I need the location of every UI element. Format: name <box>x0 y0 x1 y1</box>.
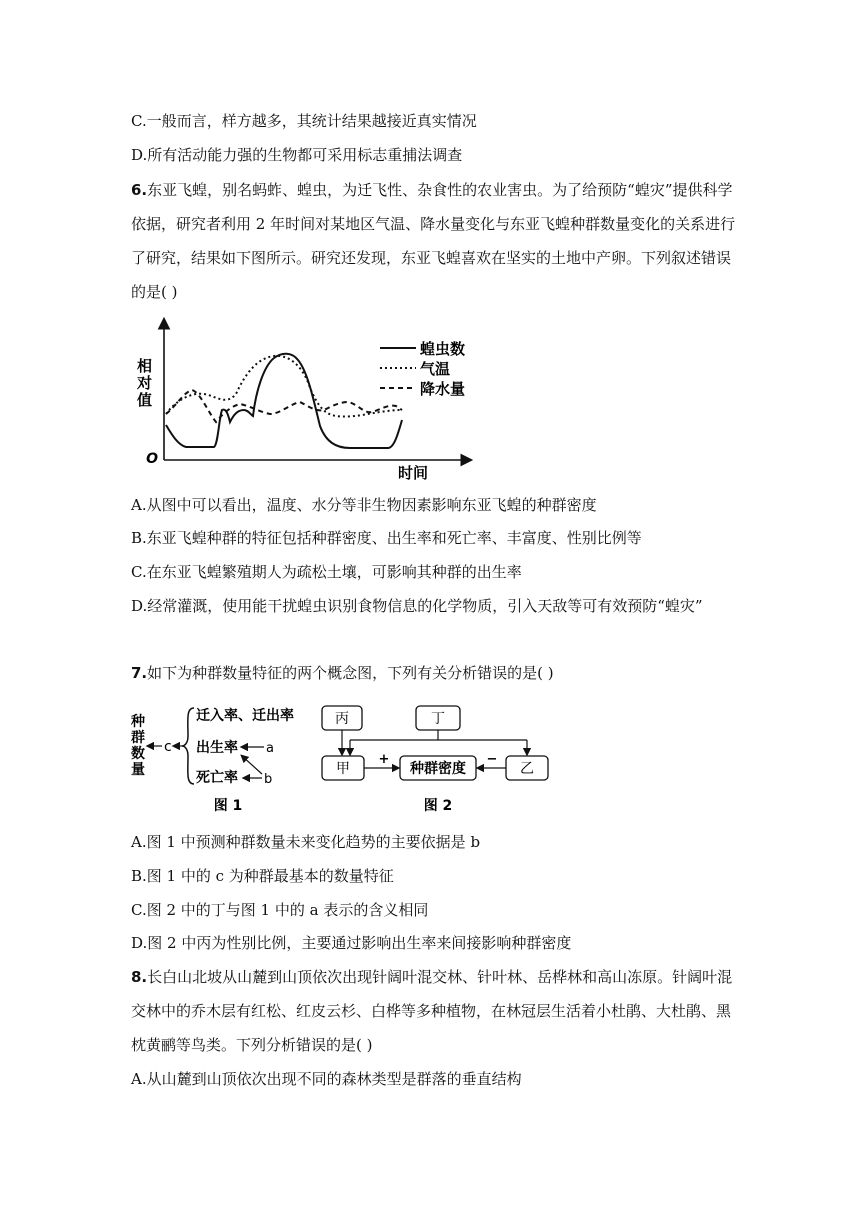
plus-sign: + <box>378 752 390 767</box>
box-ding-label: 丁 <box>431 711 445 727</box>
q6-number: 6. <box>131 181 148 199</box>
fig1-label-char-4: 量 <box>131 762 145 778</box>
q6-option-b: B.东亚飞蝗种群的特征包括种群密度、出生率和死亡率、丰富度、性别比例等 <box>131 529 642 547</box>
q6-stem-line-4: 的是( ) <box>131 283 178 301</box>
q7-option-b: B.图 1 中的 c 为种群最基本的数量特征 <box>131 867 394 885</box>
locust-chart <box>135 310 480 485</box>
q7-stem <box>131 663 554 683</box>
q7-option-a: A.图 1 中预测种群数量未来变化趋势的主要依据是 b <box>131 833 481 851</box>
q8-stem-line-3: 枕黄鹂等鸟类。下列分析错误的是( ) <box>131 1036 373 1054</box>
q5-option-d: D.所有活动能力强的生物都可采用标志重捕法调查 <box>131 146 463 164</box>
q6-stem-line-2: 依据，研究者利用 2 年时间对某地区气温、降水量变化与东亚飞蝗种群数量变化的关系进行 <box>131 215 736 233</box>
fig1-c: c <box>164 739 172 755</box>
legend-temperature-label: 气温 <box>420 360 451 378</box>
q6-option-c: C.在东亚飞蝗繁殖期人为疏松土壤，可影响其种群的出生率 <box>131 563 522 581</box>
figure-1-concept-map <box>128 700 308 815</box>
figure-2-concept-map <box>316 700 556 815</box>
y-axis-label: 相对值 <box>135 358 153 409</box>
q7-option-d: D.图 2 中丙为性别比例，主要通过影响出生率来间接影响种群密度 <box>131 934 572 952</box>
fig1-a: a <box>266 741 274 756</box>
box-yi-label: 乙 <box>520 761 534 777</box>
fig1-birth-rate: 出生率 <box>196 740 238 756</box>
fig2-caption: 图 2 <box>423 798 453 814</box>
fig1-arrow-b-to-birth <box>242 756 262 774</box>
q8-option-a: A.从山麓到山顶依次出现不同的森林类型是群落的垂直结构 <box>131 1070 522 1088</box>
minus-sign: − <box>486 752 498 767</box>
series-locust-line <box>166 354 402 448</box>
fig1-migration-rate: 迁入率、迁出率 <box>196 708 294 724</box>
fig1-label-char-2: 群 <box>131 730 145 746</box>
legend-locust-label: 蝗虫数 <box>420 340 466 358</box>
box-jia-label: 甲 <box>336 761 350 777</box>
q8-stem-line-1 <box>131 967 732 987</box>
q7-option-c: C.图 2 中的丁与图 1 中的 a 表示的含义相同 <box>131 901 429 919</box>
origin-label: O <box>146 451 158 467</box>
q6-option-a: A.从图中可以看出，温度、水分等非生物因素影响东亚飞蝗的种群密度 <box>131 496 597 514</box>
fig1-label-char-3: 数 <box>131 746 145 762</box>
series-temperature-line <box>166 356 400 417</box>
series-precipitation-line <box>166 390 402 422</box>
q5-option-c: C.一般而言，样方越多，其统计结果越接近真实情况 <box>131 112 477 130</box>
fig1-caption: 图 1 <box>213 798 243 814</box>
box-bing-label: 丙 <box>335 711 349 727</box>
legend-precipitation-label: 降水量 <box>420 380 466 398</box>
q6-stem-line-3: 了研究，结果如下图所示。研究还发现，东亚飞蝗喜欢在坚实的土地中产卵。下列叙述错误 <box>131 249 732 267</box>
x-axis-label: 时间 <box>398 464 429 482</box>
q6-option-d: D.经常灌溉，使用能干扰蝗虫识别食物信息的化学物质，引入天敌等可有效预防“蝗灾” <box>131 597 703 615</box>
fig1-death-rate: 死亡率 <box>196 770 238 786</box>
q7-number: 7. <box>131 664 148 682</box>
fig1-b: b <box>264 772 273 787</box>
q8-text-1: 长白山北坡从山麓到山顶依次出现针阔叶混交林、针叶林、岳桦林和高山冻原。针阔叶混 <box>147 968 733 986</box>
box-population-density-label: 种群密度 <box>410 761 466 777</box>
fig1-label-char-1: 种 <box>131 714 145 730</box>
q8-stem-line-2: 交林中的乔木层有红松、红皮云杉、白桦等多种植物，在林冠层生活着小杜鹃、大杜鹃、黑 <box>131 1002 732 1020</box>
q7-text: 如下为种群数量特征的两个概念图，下列有关分析错误的是( ) <box>147 664 554 682</box>
q6-stem-line-1 <box>131 180 732 200</box>
fig1-brace <box>182 708 194 784</box>
q6-text-1: 东亚飞蝗，别名蚂蚱、蝗虫，为迁飞性、杂食性的农业害虫。为了给预防“蝗灾”提供科学 <box>147 181 733 199</box>
q8-number: 8. <box>131 968 148 986</box>
